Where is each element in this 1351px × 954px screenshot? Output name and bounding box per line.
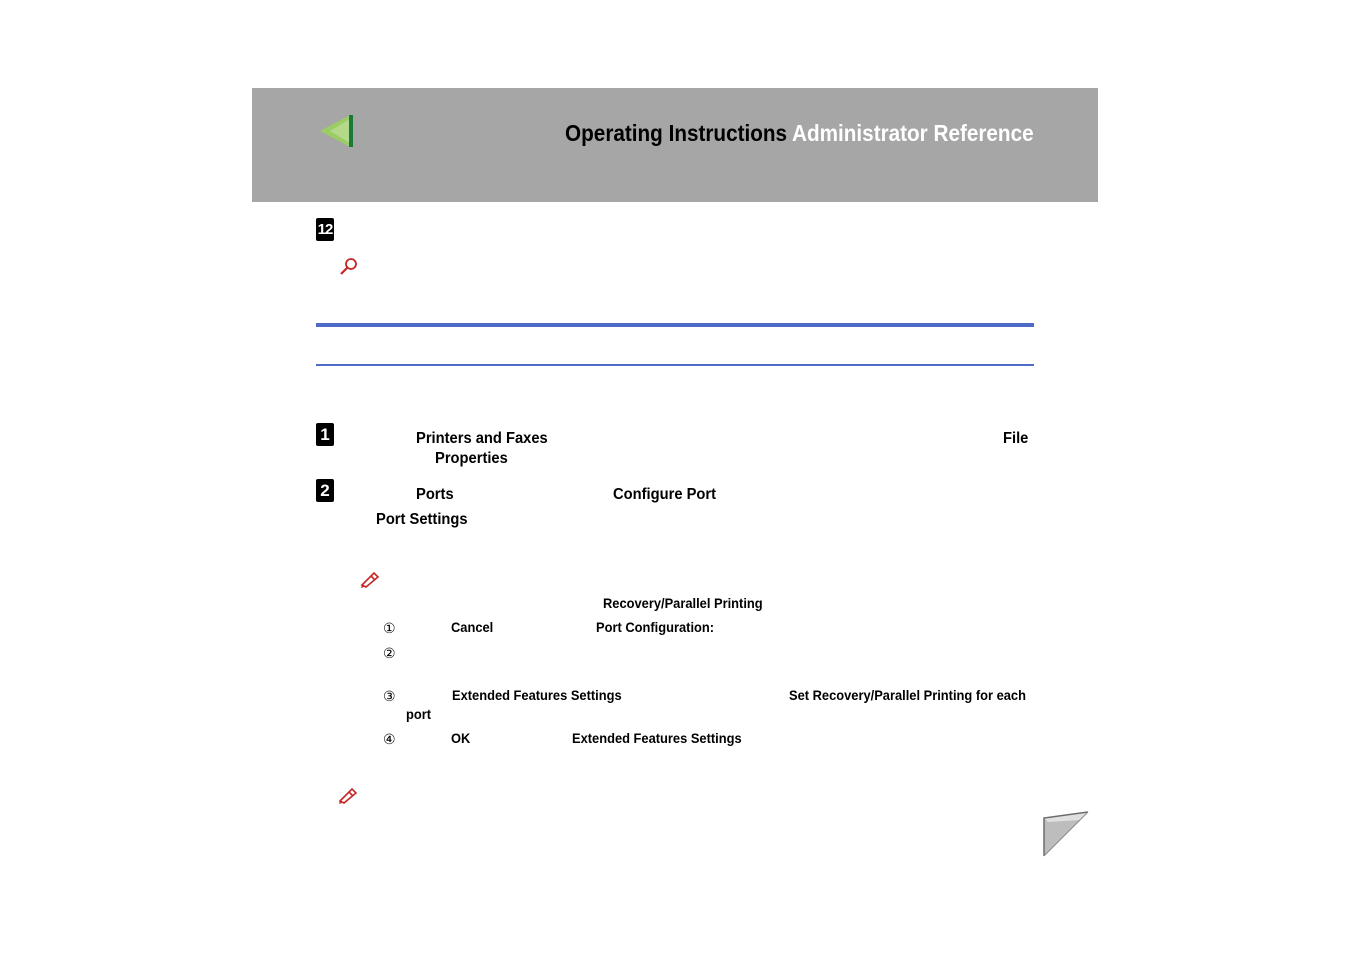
port-settings-label: Port Settings — [376, 511, 468, 528]
recovery-parallel-printing-label: Recovery/Parallel Printing — [603, 595, 763, 611]
properties-label: Properties — [435, 450, 508, 467]
header-bar — [252, 88, 1098, 202]
file-menu-label: File — [1003, 430, 1029, 447]
list-marker-1: ① — [383, 620, 396, 636]
page-curl-next-icon[interactable] — [1038, 810, 1090, 858]
step-badge-2: 2 — [316, 479, 334, 502]
section-rule-top — [316, 323, 1034, 327]
list-marker-4: ④ — [383, 731, 396, 747]
port-configuration-label: Port Configuration: — [596, 619, 715, 635]
pencil-note-icon — [338, 786, 358, 804]
title-operating-instructions: Operating Instructions — [565, 120, 788, 146]
step-badge-12: 12 — [316, 218, 334, 241]
step-badge-1: 1 — [316, 423, 334, 446]
extended-features-settings-label-2: Extended Features Settings — [572, 730, 742, 746]
cancel-label: Cancel — [451, 619, 494, 635]
list-marker-2: ② — [383, 645, 396, 661]
title-administrator-reference: Administrator Reference — [792, 120, 1034, 146]
back-arrow-icon[interactable] — [318, 113, 354, 149]
port-label: port — [406, 706, 432, 722]
set-recovery-parallel-label: Set Recovery/Parallel Printing for each — [789, 687, 1026, 703]
magnifier-icon — [339, 256, 359, 276]
printers-and-faxes-label: Printers and Faxes — [416, 430, 548, 447]
section-rule-bottom — [316, 364, 1034, 366]
ok-label: OK — [451, 730, 471, 746]
pencil-note-icon — [360, 570, 380, 588]
ports-tab-label: Ports — [416, 486, 454, 503]
header-title — [565, 120, 1034, 147]
configure-port-label: Configure Port — [613, 486, 717, 503]
extended-features-settings-label: Extended Features Settings — [452, 687, 622, 703]
list-marker-3: ③ — [383, 688, 396, 704]
